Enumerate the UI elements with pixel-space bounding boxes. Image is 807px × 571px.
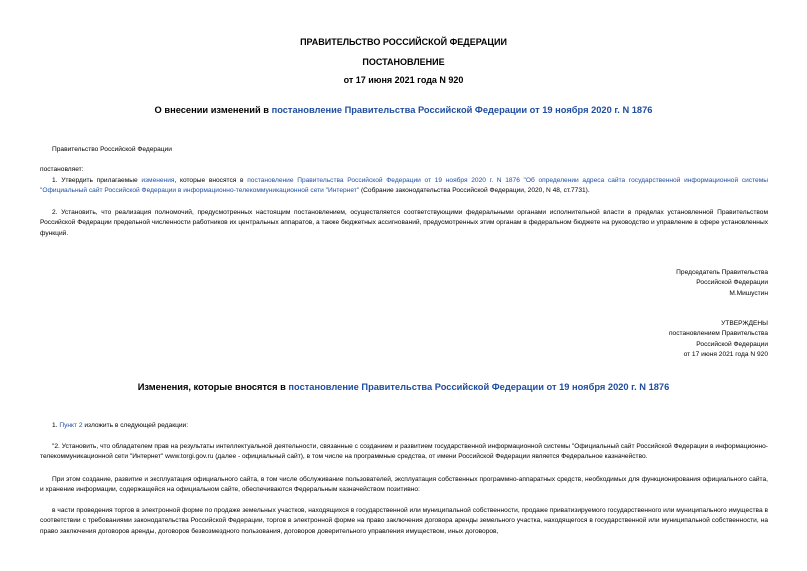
document-title xyxy=(0,104,807,116)
preamble-decrees: постановляет: xyxy=(40,166,84,173)
item-2: 2. Установить, что реализация полномочий, предусмотренных настоящим постановлением, осуществляется соответствующими федеральными органами исполнительной власти в пределах установленной Правительством Российской Федерации предельной численности работников их центральных аппаратов, а также бюджетных ассигнований, предусмотренных этим органам в федеральном бюджете на руководство и управление в сфере установленных функций. xyxy=(40,209,768,237)
changes-title-link[interactable]: постановление Правительства Российской Федерации от 19 ноября 2020 г. N 1876 xyxy=(288,382,670,392)
approved-block xyxy=(669,319,768,361)
title-link[interactable]: постановление Правительства Российской Федерации от 19 ноября 2020 г. N 1876 xyxy=(271,105,653,115)
title-prefix: О внесении изменений в xyxy=(154,105,272,115)
preamble-author: Правительство Российской Федерации xyxy=(52,146,172,153)
item-1-part3: (Собрание законодательства Российской Федерации, 2020, N 48, ст.7731). xyxy=(359,187,590,195)
changes-title-prefix: Изменения, которые вносятся в xyxy=(137,382,289,392)
change-1-link[interactable]: Пункт 2 xyxy=(59,422,83,429)
quote-paragraph-1: "2. Установить, что обладателем прав на результаты интеллектуальной деятельности, связанные с созданием и развитием государственной информационной системы "Официальный сайт Российской Федерации в информационно-телекоммуникационной сети "Интернет" www.torgi.gov.ru (далее - официальный сайт), в том числе на программные средства, от имени Российской Федерации является Федеральное казначейство. xyxy=(40,443,768,461)
org-name: ПРАВИТЕЛЬСТВО РОССИЙСКОЙ ФЕДЕРАЦИИ xyxy=(300,37,507,47)
item-1-part1: 1. Утвердить прилагаемые xyxy=(52,177,142,184)
changes-title xyxy=(0,381,807,393)
approved-line1: УТВЕРЖДЕНЫ xyxy=(721,320,768,327)
change-1 xyxy=(52,421,188,431)
signature-line1: Председатель Правительства xyxy=(676,269,768,276)
item-1-link-changes[interactable]: изменения xyxy=(141,177,175,184)
quote-paragraph-2: При этом создание, развитие и эксплуатация официального сайта, в том числе обслуживание пользователей, эксплуатация собственных программно-аппаратных средств, необходимых для функционирования официального сайта, и хранение информации, содержащейся на официальном сайте, обеспечиваются Федеральным казначейством позитивно: xyxy=(40,476,768,494)
doc-type: ПОСТАНОВЛЕНИЕ xyxy=(362,57,445,67)
change-1-suffix: изложить в следующей редакции: xyxy=(82,422,189,429)
signature-name: М.Мишустин xyxy=(729,289,768,297)
change-1-prefix: 1. xyxy=(52,422,60,429)
quote-paragraph-3: в части проведения торгов в электронной форме по продаже земельных участков, находящихся в государственной или муниципальной собственности, продаже приватизируемого государственного или муниципального имущества в соответствии с требованиями законодательства Российской Федерации, торгов в электронной форме на право заключения договора аренды земельного участка, находящегося в государственной или муниципальной собственности, на право заключения договоров аренды, договоров безвозмездного пользования, договоров доверительного управления имуществом, иных договоров, xyxy=(40,507,768,535)
item-1-part2: , которые вносятся в xyxy=(174,177,248,184)
signature-block xyxy=(676,268,768,299)
approved-line3: Российской Федерации xyxy=(696,340,768,348)
item-1-link-decree[interactable]: постановление Правительства Российской Федерации от 19 ноября 2020 г. N 1876 "Об определении адреса сайта государственной информационной системы "Официальный сайт Российской Федерации в информационно-телекоммуникационной сети "Интернет" xyxy=(40,177,768,195)
signature-line2: Российской Федерации xyxy=(696,279,768,287)
doc-date-number: от 17 июня 2021 года N 920 xyxy=(343,75,464,85)
approved-line2: постановлением Правительства xyxy=(668,330,768,338)
item-1 xyxy=(40,176,768,197)
approved-line4: от 17 июня 2021 года N 920 xyxy=(683,351,768,359)
